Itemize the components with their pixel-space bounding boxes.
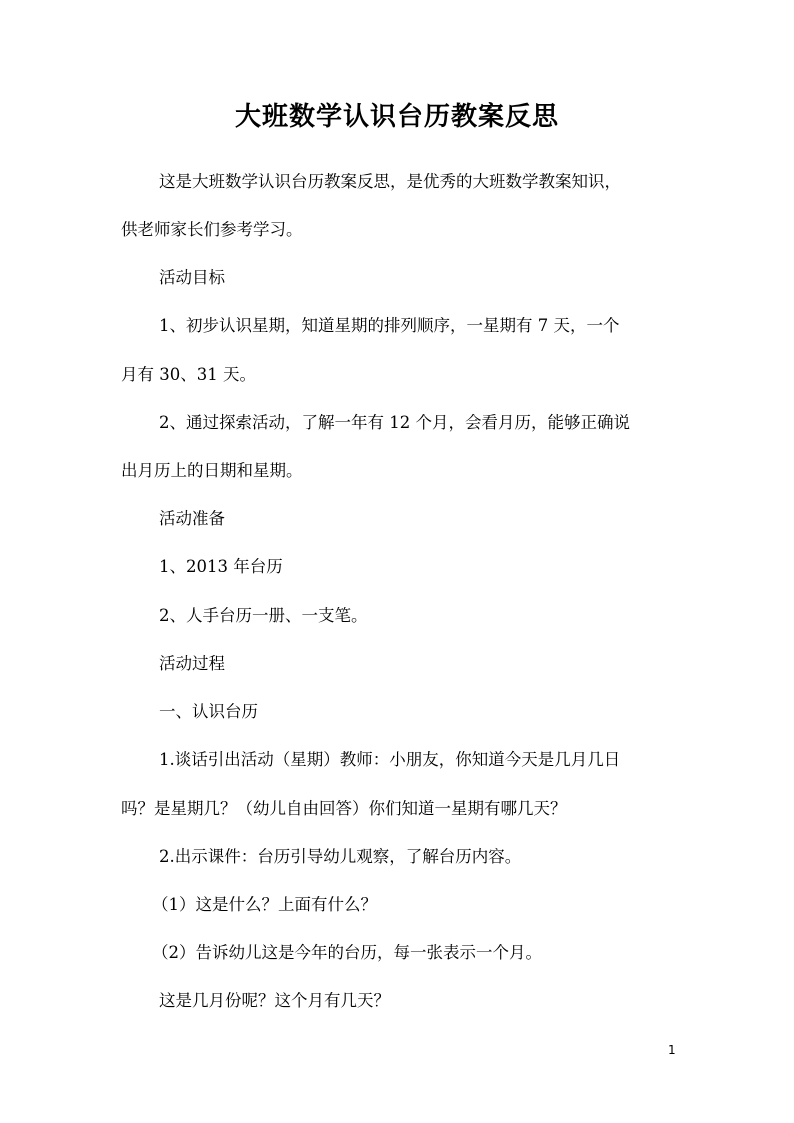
paragraph-line: 一、认识台历 (159, 702, 258, 721)
paragraph-line: 月有 30、31 天。 (121, 365, 256, 384)
paragraph-line: 出月历上的日期和星期。 (121, 461, 303, 480)
paragraph-line: 这是大班数学认识台历教案反思，是优秀的大班数学教案知识， (159, 172, 621, 191)
paragraph-line: 1.谈话引出活动（星期）教师：小朋友，你知道今天是几月几日 (159, 750, 621, 769)
paragraph-line: 1、初步认识星期，知道星期的排列顺序，一星期有 7 天，一个 (159, 316, 620, 335)
paragraph-line: 2、通过探索活动，了解一年有 12 个月，会看月历，能够正确说 (159, 413, 630, 432)
paragraph-line: 吗？是星期几？（幼儿自由回答）你们知道一星期有哪几天？ (121, 799, 567, 818)
paragraph-line: 供老师家长们参考学习。 (121, 220, 303, 239)
paragraph-line: （2）告诉幼儿这是今年的台历，每一张表示一个月。 (152, 943, 542, 962)
paragraph-line: 2、人手台历一册、一支笔。 (159, 606, 368, 625)
paragraph-line: （1）这是什么？上面有什么？ (152, 895, 377, 914)
page-number: 1 (668, 1043, 676, 1057)
section-heading: 活动过程 (159, 654, 225, 673)
section-heading: 活动准备 (159, 509, 225, 528)
section-heading: 活动目标 (159, 268, 225, 287)
paragraph-line: 这是几月份呢？这个月有几天？ (159, 991, 390, 1010)
document-title: 大班数学认识台历教案反思 (234, 102, 559, 132)
paragraph-line: 2.出示课件：台历引导幼儿观察，了解台历内容。 (159, 847, 522, 866)
paragraph-line: 1、2013 年台历 (159, 557, 283, 576)
